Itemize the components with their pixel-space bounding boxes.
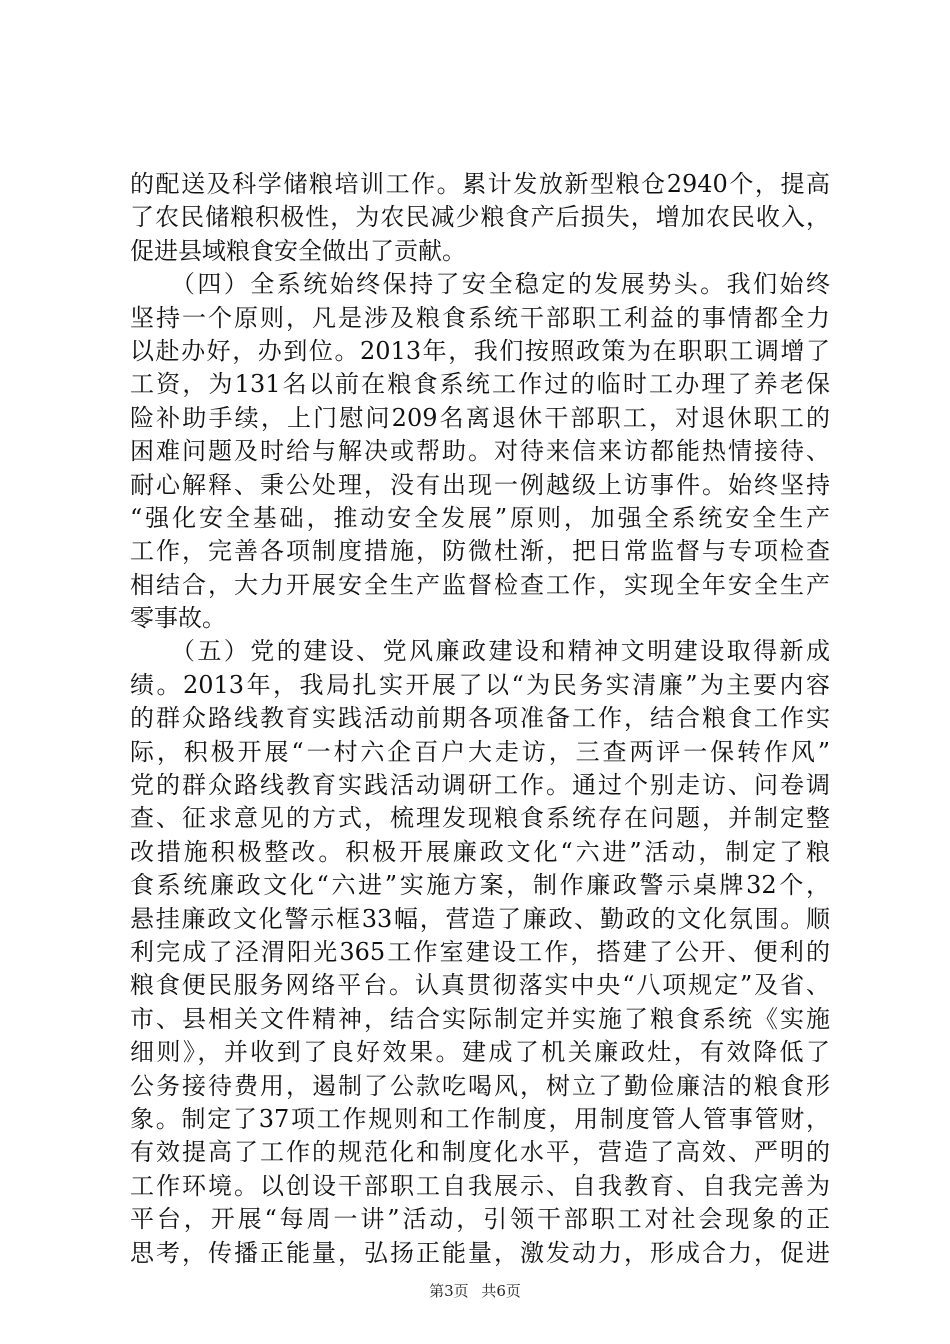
text-line: 零事故。 [130,604,226,633]
text-line: （五）党的建设、党风廉政建设和精神文明建设取得新成 [130,637,830,666]
text-line: 际，积极开展“一村六企百户大走访，三查两评一保转作风” [130,737,830,766]
text-line: 改措施积极整改。积极开展廉政文化“六进”活动，制定了粮 [130,837,830,866]
text-line: 以赴办好，办到位。2013年，我们按照政策为在职职工调增了 [130,336,830,365]
page-footer [0,1280,950,1301]
text-line: 平台，开展“每周一讲”活动，引领干部职工对社会现象的正 [130,1205,830,1234]
text-line: 险补助手续，上门慰问209名离退休干部职工，对退休职工的 [130,403,830,432]
text-line: （四）全系统始终保持了安全稳定的发展势头。我们始终 [130,270,830,299]
text-line: 有效提高了工作的规范化和制度化水平，营造了高效、严明的 [130,1138,830,1167]
text-line: 的群众路线教育实践活动前期各项准备工作，结合粮食工作实 [130,704,830,733]
page-total: 共6页 [481,1282,521,1300]
body-text [130,168,830,1270]
text-line: 工作环境。以创设干部职工自我展示、自我教育、自我完善为 [130,1171,830,1200]
text-line: 市、县相关文件精神，结合实际制定并实施了粮食系统《实施 [130,1004,830,1033]
text-line: “强化安全基础，推动安全发展”原则，加强全系统安全生产 [130,503,830,532]
text-line: 党的群众路线教育实践活动调研工作。通过个别走访、问卷调 [130,771,830,800]
text-line: 悬挂廉政文化警示框33幅，营造了廉政、勤政的文化氛围。顺 [130,904,830,933]
text-line: 工资，为131名以前在粮食系统工作过的临时工办理了养老保 [130,370,830,399]
text-line: 困难问题及时给与解决或帮助。对待来信来访都能热情接待、 [130,437,830,466]
text-line: 绩。2013年，我局扎实开展了以“为民务实清廉”为主要内容 [130,670,830,699]
text-line: 坚持一个原则，凡是涉及粮食系统干部职工利益的事情都全力 [130,303,830,332]
text-line: 工作，完善各项制度措施，防微杜渐，把日常监督与专项检查 [130,537,830,566]
text-line: 细则》，并收到了良好效果。建成了机关廉政灶，有效降低了 [130,1038,830,1067]
text-line: 食系统廉政文化“六进”实施方案，制作廉政警示桌牌32个， [130,871,830,900]
text-line: 相结合，大力开展安全生产监督检查工作，实现全年安全生产 [130,570,830,599]
page-number: 第3页 [429,1282,469,1300]
text-line: 象。制定了37项工作规则和工作制度，用制度管人管事管财， [130,1104,830,1133]
text-line: 思考，传播正能量，弘扬正能量，激发动力，形成合力，促进 [130,1238,830,1267]
text-line: 利完成了泾渭阳光365工作室建设工作，搭建了公开、便利的 [130,937,830,966]
text-line: 耐心解释、秉公处理，没有出现一例越级上访事件。始终坚持 [130,470,830,499]
text-line: 促进县域粮食安全做出了贡献。 [130,236,466,265]
text-line: 的配送及科学储粮培训工作。累计发放新型粮仓2940个，提高 [130,170,830,198]
text-line: 公务接待费用，遏制了公款吃喝风，树立了勤俭廉洁的粮食形 [130,1071,830,1100]
text-line: 查、征求意见的方式，梳理发现粮食系统存在问题，并制定整 [130,804,830,833]
text-line: 了农民储粮积极性，为农民减少粮食产后损失，增加农民收入， [130,203,830,232]
text-line: 粮食便民服务网络平台。认真贯彻落实中央“八项规定”及省、 [130,971,830,1000]
